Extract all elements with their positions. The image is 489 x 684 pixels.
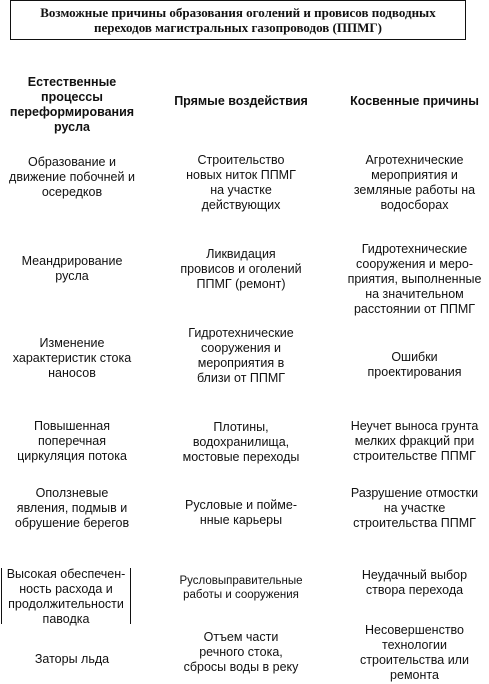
cause-natural-2: Меандрирование русла bbox=[21, 254, 123, 283]
cause-natural-3: Изменение характеристик стока наносов bbox=[12, 335, 132, 380]
header-indirect-causes: Косвенные причины bbox=[350, 93, 479, 108]
cause-natural-4: Повышенная поперечная циркуляция потока bbox=[17, 418, 127, 463]
cause-natural-1: Образование и движение побочней и осередков bbox=[9, 154, 135, 199]
cause-direct-1: Строительство новых ниток ППМГ на участке действующих bbox=[186, 153, 296, 212]
cause-indirect-4: Неучет выноса грунта мелких фракций при строительстве ППМГ bbox=[350, 418, 479, 463]
cause-indirect-2: Гидротехнические сооружения и меро- приятия, выполненные на значительном расстоянии от ППМГ bbox=[347, 241, 482, 316]
diagram-title: Возможные причины образования оголений и провисов подводных переходов магистральных газопроводов (ППМГ) bbox=[10, 0, 466, 40]
cause-direct-7: Отъем части речного стока, сбросы воды в реку bbox=[183, 629, 299, 674]
cause-indirect-7: Несовершенство технологии строительства или ремонта bbox=[360, 623, 469, 682]
header-direct-impacts: Прямые воздействия bbox=[174, 93, 308, 108]
cause-indirect-5: Разрушение отмостки на участке строительства ППМГ bbox=[350, 485, 479, 530]
cause-natural-5: Оползневые явления, подмыв и обрушение берегов bbox=[14, 485, 130, 530]
cause-indirect-6: Неудачный выбор створa перехода bbox=[361, 568, 468, 597]
cause-indirect-1: Агротехнические мероприятия и земляные работы на водосборах bbox=[353, 153, 476, 212]
cause-direct-3: Гидротехнические сооружения и мероприятия в близи от ППМГ bbox=[188, 326, 294, 385]
cause-direct-4: Плотины, водохранилища, мостовые переходы bbox=[182, 419, 300, 464]
cause-natural-6: Высокая обеспечен- ность расхода и продолжительности паводка bbox=[6, 567, 126, 626]
cause-direct-5: Русловые и пойме- нные карьеры bbox=[185, 498, 297, 527]
cause-natural-7: Заторы льда bbox=[34, 651, 110, 666]
cause-indirect-3: Ошибки проектирования bbox=[367, 350, 462, 379]
cause-direct-2: Ликвидация провисов и оголений ППМГ (ремонт) bbox=[180, 246, 302, 291]
cause-direct-6: Русловыправительные работы и сооружения bbox=[179, 575, 303, 601]
header-natural-processes: Естественные процессы переформирования русла bbox=[9, 75, 135, 134]
